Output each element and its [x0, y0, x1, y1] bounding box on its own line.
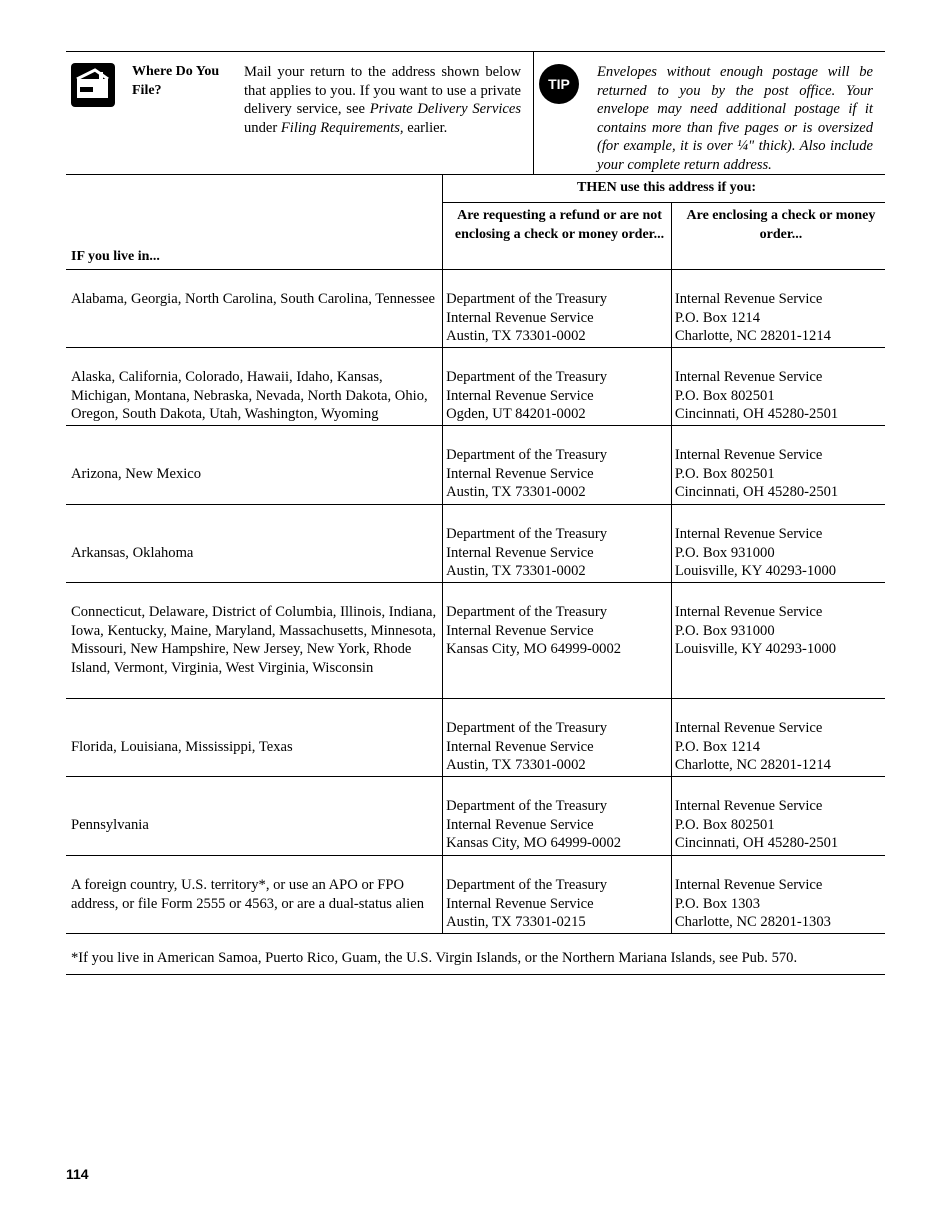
address-line: Internal Revenue Service [446, 387, 594, 404]
address-line: Internal Revenue Service [446, 622, 594, 639]
state-list: Pennsylvania [66, 777, 443, 856]
state-list: Alabama, Georgia, North Carolina, South Carolina, Tennessee [66, 270, 443, 348]
top-rule [66, 51, 885, 52]
address-line: Cincinnati, OH 45280-2501 [674, 406, 839, 422]
tip-text: Envelopes without enough postage will be returned to you by the post office. Your envelope may need additional postage if it contains more than five pages or is oversized (for example, it is over ¼" thick). Also include your complete return address. [597, 64, 873, 173]
mail-instructions: Mail your return to the address shown below that applies to you. If you want to use a private delivery service, see Private Delivery Services under Filing Requirements, earlier. [244, 64, 522, 136]
address-line: Austin, TX 73301-0002 [446, 328, 586, 344]
address-line: Kansas City, MO 64999-0002 [446, 641, 622, 657]
state-list: Florida, Louisiana, Mississippi, Texas [66, 699, 443, 777]
address-line: Austin, TX 73301-0002 [446, 563, 586, 579]
address-line: Kansas City, MO 64999-0002 [446, 835, 622, 851]
table-row [66, 583, 885, 699]
header-divider [533, 51, 534, 174]
filing-requirements-reference: Filing Requirements, [280, 119, 404, 136]
address-line: Ogden, UT 84201-0002 [446, 406, 586, 422]
address-line: Department of the Treasury [446, 369, 607, 385]
table-row [66, 777, 885, 856]
if-header: IF you live in... [66, 175, 443, 270]
refund-address [443, 505, 672, 583]
address-line: P.O. Box 931000 [674, 622, 775, 639]
state-list: Arkansas, Oklahoma [66, 505, 443, 583]
address-line: P.O. Box 931000 [674, 544, 775, 561]
table-row [66, 699, 885, 777]
address-line: P.O. Box 1214 [674, 309, 761, 326]
refund-address [443, 270, 672, 348]
refund-address [443, 699, 672, 777]
address-line: Internal Revenue Service [674, 877, 823, 893]
check-address [671, 505, 885, 583]
check-address [671, 270, 885, 348]
address-line: Internal Revenue Service [674, 291, 823, 307]
address-line: Louisville, KY 40293-1000 [674, 641, 837, 657]
where-do-you-file-heading: Where Do You File? [132, 64, 220, 98]
address-line: Internal Revenue Service [446, 738, 594, 755]
check-address [671, 426, 885, 505]
state-list: A foreign country, U.S. territory*, or use an APO or FPO address, or file Form 2555 or 4563, or are a dual-status alien [66, 856, 443, 934]
address-line: Internal Revenue Service [446, 465, 594, 482]
state-list: Arizona, New Mexico [66, 426, 443, 505]
address-line: Department of the Treasury [446, 720, 607, 736]
refund-address [443, 348, 672, 426]
address-line: Cincinnati, OH 45280-2501 [674, 484, 839, 500]
refund-address [443, 777, 672, 856]
state-list: Alaska, California, Colorado, Hawaii, Idaho, Kansas, Michigan, Montana, Nebraska, Nevada, North Dakota, Ohio, Oregon, South Dakota, Utah, Washington, Wyoming [66, 348, 443, 426]
address-line: Department of the Treasury [446, 526, 607, 542]
address-line: Austin, TX 73301-0002 [446, 484, 586, 500]
address-line: Department of the Treasury [446, 447, 607, 463]
address-line: Internal Revenue Service [446, 544, 594, 561]
private-delivery-reference: Private Delivery Services [369, 101, 522, 117]
mailbox-icon [71, 63, 115, 107]
address-line: Charlotte, NC 28201-1214 [674, 328, 831, 344]
refund-address [443, 856, 672, 934]
footnote: *If you live in American Samoa, Puerto Rico, Guam, the U.S. Virgin Islands, or the Northern Mariana Islands, see Pub. 570. [66, 928, 885, 975]
address-table [66, 174, 885, 934]
address-line: Charlotte, NC 28201-1303 [674, 914, 831, 930]
address-line: Internal Revenue Service [446, 895, 594, 912]
address-line: Internal Revenue Service [674, 720, 823, 736]
address-line: Department of the Treasury [446, 798, 607, 814]
refund-address [443, 426, 672, 505]
then-header: THEN use this address if you: [443, 175, 885, 203]
address-line: P.O. Box 802501 [674, 816, 775, 833]
check-column-header: Are enclosing a check or money order... [671, 203, 885, 270]
check-address [671, 856, 885, 934]
tip-icon [538, 63, 580, 105]
check-address [671, 583, 885, 699]
address-line: Department of the Treasury [446, 291, 607, 307]
address-line: Cincinnati, OH 45280-2501 [674, 835, 839, 851]
address-line: Internal Revenue Service [674, 447, 823, 463]
state-list: Connecticut, Delaware, District of Columbia, Illinois, Indiana, Iowa, Kentucky, Maine, Maryland, Massachusetts, Minnesota, Missouri, New Hampshire, New Jersey, New York, Rhode Island, Vermont, Virginia, West Virginia, Wisconsin [66, 583, 443, 699]
table-row [66, 856, 885, 934]
address-line: Internal Revenue Service [446, 816, 594, 833]
address-line: Internal Revenue Service [674, 369, 823, 385]
address-line: Louisville, KY 40293-1000 [674, 563, 837, 579]
table-row [66, 505, 885, 583]
address-line: P.O. Box 1303 [674, 895, 761, 912]
check-address [671, 777, 885, 856]
address-line: Charlotte, NC 28201-1214 [674, 757, 831, 773]
svg-text:TIP: TIP [548, 76, 570, 92]
address-line: Department of the Treasury [446, 877, 607, 893]
address-line: P.O. Box 802501 [674, 465, 775, 482]
address-line: Internal Revenue Service [674, 526, 823, 542]
address-line: Department of the Treasury [446, 604, 607, 620]
address-line: Internal Revenue Service [674, 604, 823, 620]
refund-address [443, 583, 672, 699]
check-address [671, 348, 885, 426]
refund-column-header: Are requesting a refund or are not enclosing a check or money order... [443, 203, 672, 270]
check-address [671, 699, 885, 777]
address-line: P.O. Box 1214 [674, 738, 761, 755]
table-row [66, 270, 885, 348]
page-number: 114 [66, 1166, 89, 1182]
table-row [66, 426, 885, 505]
address-line: Internal Revenue Service [446, 309, 594, 326]
address-line: Austin, TX 73301-0215 [446, 914, 586, 930]
address-line: P.O. Box 802501 [674, 387, 775, 404]
address-line: Austin, TX 73301-0002 [446, 757, 586, 773]
table-row [66, 348, 885, 426]
address-line: Internal Revenue Service [674, 798, 823, 814]
